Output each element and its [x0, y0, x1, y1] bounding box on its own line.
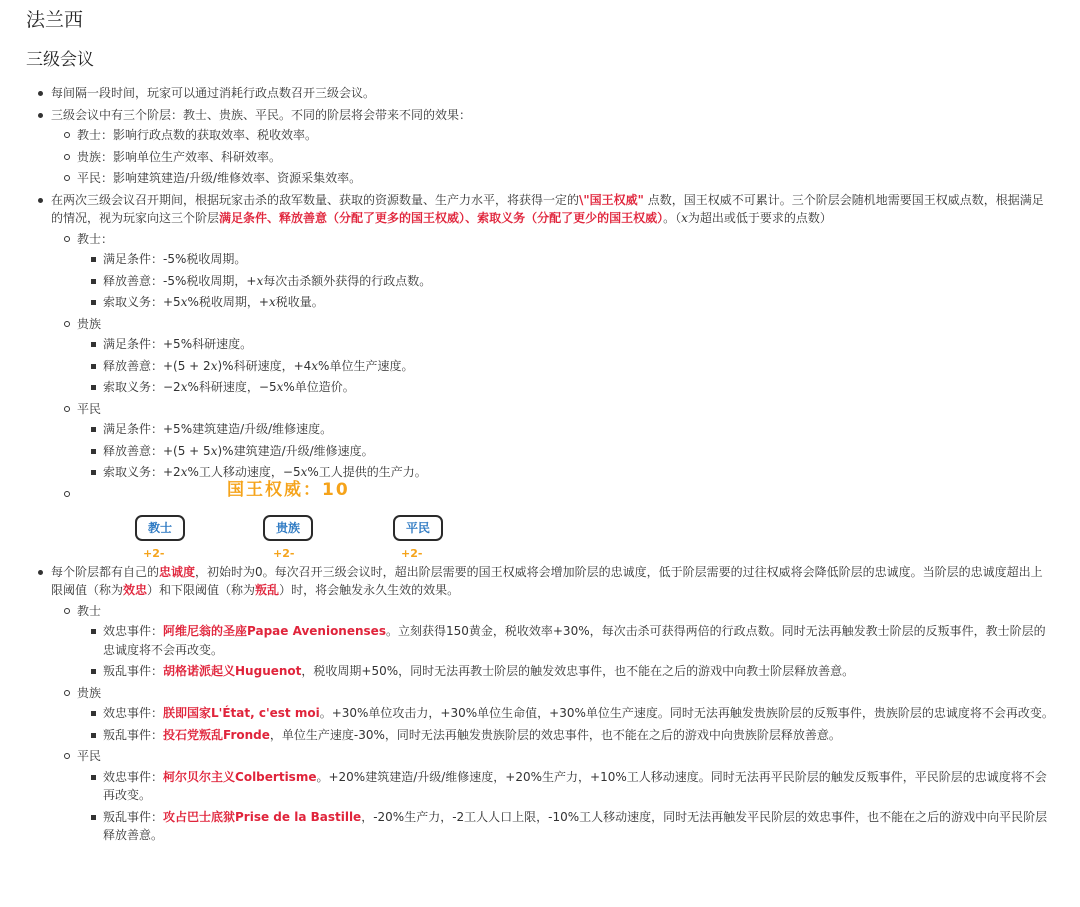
- diagram-item: [51, 479, 1054, 560]
- page-title: 法兰西: [26, 9, 84, 31]
- effect-item: 索取义务：+2x%工人移动速度，−5x%工人提供的生产力。: [77, 463, 1054, 482]
- estate-item-commoner: 平民 满足条件：+5%建筑建造/升级/维修速度。 释放善意：+(5 + 5x)%建筑建造/升级/维修速度。 索取义务：+2x%工人移动速度，−5x%工人提供的生产力。: [51, 400, 1054, 482]
- diagram-value-cleric: +2-: [143, 546, 165, 560]
- highlight-text: \"国王权威": [579, 192, 644, 207]
- event-item: 叛乱事件：投石党叛乱Fronde，单位生产速度-30%，同时无法再触发贵族阶层的效忠事件，也不能在之后的游戏中向贵族阶层释放善意。: [77, 726, 1054, 745]
- diagram-title: 国王权威：10: [227, 479, 350, 500]
- event-name: 阿维尼翁的圣座Papae Avenionenses: [163, 624, 386, 638]
- main-list: [26, 84, 1054, 845]
- highlight-text: 释放善意（分配了更多的国王权威）: [279, 211, 466, 225]
- event-name: 柯尔贝尔主义Colbertisme: [163, 769, 317, 784]
- sub-list: [51, 602, 1054, 845]
- effect-item: 释放善意：+(5 + 5x)%建筑建造/升级/维修速度。: [77, 442, 1054, 461]
- section-heading: 三级会议: [26, 50, 94, 70]
- sub-list: [51, 126, 1054, 188]
- event-name: 胡格诺派起义Huguenot: [163, 664, 302, 678]
- event-item: 效忠事件：柯尔贝尔主义Colbertisme。+20%建筑建造/升级/维修速度，+20%生产力，+10%工人移动速度。同时无法再平民阶层的触发反叛事件，平民阶层的忠诚度将不会再改变。: [77, 768, 1054, 805]
- effect-list: [77, 420, 1054, 482]
- diagram-value-noble: +2-: [273, 546, 295, 560]
- effect-item: 释放善意：-5%税收周期，+x每次击杀额外获得的行政点数。: [77, 272, 1054, 291]
- effect-list: [77, 335, 1054, 397]
- event-item: 叛乱事件：攻占巴士底狱Prise de la Bastille，-20%生产力，-2工人人口上限，-10%工人移动速度，同时无法再触发平民阶层的效忠事件，也不能在之后的游戏中向平民阶层释放善意。: [77, 808, 1054, 845]
- event-list: [77, 704, 1054, 744]
- list-item: 平民：影响建筑建造/升级/维修效率、资源采集效率。: [51, 169, 1054, 188]
- event-item: 叛乱事件：胡格诺派起义Huguenot，税收周期+50%，同时无法再教士阶层的触发效忠事件，也不能在之后的游戏中向教士阶层释放善意。: [77, 662, 1054, 681]
- diagram-box-cleric: 教士: [135, 515, 185, 541]
- estate-item-commoner: 平民 效忠事件：柯尔贝尔主义Colbertisme。+20%建筑建造/升级/维修速度，+20%生产力，+10%工人移动速度。同时无法再平民阶层的触发反叛事件，平民阶层的忠诚度将不会再改变。 叛乱事件：攻占巴士底狱Prise de la Bastille，-20%生产力，-2工人人口上限，-10%工人移动速度，同时无法再触发平民阶层的效忠事件，也不能在之后的游戏中向平民阶层释放善意。: [51, 747, 1054, 845]
- effect-item: 满足条件：+5%科研速度。: [77, 335, 1054, 354]
- effect-item: 索取义务：−2x%科研速度，−5x%单位造价。: [77, 378, 1054, 397]
- event-list: [77, 768, 1054, 845]
- list-item: 三级会议中有三个阶层：教士、贵族、平民。不同的阶层将会带来不同的效果： 教士：影响行政点数的获取效率、税收效率。 贵族：影响单位生产效率、科研效率。 平民：影响建筑建造/升级/维修效率、资源采集效率。: [26, 106, 1054, 188]
- event-list: [77, 622, 1054, 681]
- sub-list: [51, 230, 1054, 560]
- list-item: 每间隔一段时间，玩家可以通过消耗行政点数召开三级会议。: [26, 84, 1054, 103]
- authority-diagram: [51, 479, 1054, 560]
- highlight-text: 满足条件: [219, 211, 268, 225]
- effect-item: 释放善意：+(5 + 2x)%科研速度，+4x%单位生产速度。: [77, 357, 1054, 376]
- estate-item-cleric: 教士 效忠事件：阿维尼翁的圣座Papae Avenionenses。立刻获得150黄金，税收效率+30%，每次击杀可获得两倍的行政点数。同时无法再触发教士阶层的反叛事件，教士阶层的忠诚度将不会再改变。 叛乱事件：胡格诺派起义Huguenot，税收周期+50%，同时无法再教士阶层的触发效忠事件，也不能在之后的游戏中向教士阶层释放善意。: [51, 602, 1054, 681]
- list-item: 贵族：影响单位生产效率、科研效率。: [51, 148, 1054, 167]
- event-name: 投石党叛乱Fronde: [163, 727, 270, 742]
- estate-item-noble: 贵族 效忠事件：朕即国家L'État, c'est moi。+30%单位攻击力，+30%单位生命值，+30%单位生产速度。同时无法再触发贵族阶层的反叛事件，贵族阶层的忠诚度将不会再改变。 叛乱事件：投石党叛乱Fronde，单位生产速度-30%，同时无法再触发贵族阶层的效忠事件，也不能在之后的游戏中向贵族阶层释放善意。: [51, 684, 1054, 745]
- effect-item: 索取义务：+5x%税收周期，+x税收量。: [77, 293, 1054, 312]
- effect-item: 满足条件：-5%税收周期。: [77, 250, 1054, 269]
- highlight-text: 忠诚度: [159, 564, 196, 579]
- highlight-text: 效忠: [123, 583, 148, 597]
- diagram-value-commoner: +2-: [401, 546, 423, 560]
- event-item: 效忠事件：阿维尼翁的圣座Papae Avenionenses。立刻获得150黄金，税收效率+30%，每次击杀可获得两倍的行政点数。同时无法再触发教士阶层的反叛事件，教士阶层的忠诚度将不会再改变。: [77, 622, 1054, 659]
- highlight-text: 索取义务（分配了更少的国王权威）: [477, 211, 664, 225]
- list-item: 在两次三级会议召开期间，根据玩家击杀的敌军数量、获取的资源数量、生产力水平，将获得一定的\"国王权威" 点数，国王权威不可累计。三个阶层会随机地需要国王权威点数，根据满足的情况，视为玩家向这三个阶层满足条件、释放善意（分配了更多的国王权威）、索取义务（分配了更少的国王权威）。（x为超出或低于要求的点数） 教士： 满足条件：-5%税收周期。 释放善意：-5%税收周期，+x每次击杀额外获得的行政点数。 索取义务：+5x%税收周期，+x税收量。 贵族 满足条件：+5%科研速度。 释放善意：+(5 + 2x)%科研速度，+4x%单位生产速度。 索取义务：−2x%科研速度，−5x%单位造价。 平民 满足条件：+5%建筑建造/升级/维修速度。 释放善意：+(5 + 5x)%建筑建造/升级/维修速度。 索取义务：+2x%工人移动速度，−5x%工人提供的生产力。 国王权威：10 教士 +2- 贵族 +2- 平民 +2-: [26, 191, 1054, 560]
- effect-item: 满足条件：+5%建筑建造/升级/维修速度。: [77, 420, 1054, 439]
- event-name: 攻占巴士底狱Prise de la Bastille: [163, 809, 362, 824]
- effect-list: [77, 250, 1054, 312]
- list-item: 每个阶层都有自己的忠诚度，初始时为0。每次召开三级会议时，超出阶层需要的国王权威将会增加阶层的忠诚度，低于阶层需要的过往权威将会降低阶层的忠诚度。当阶层的忠诚度超出上限阈值（称为效忠）和下限阈值（称为叛乱）时，将会触发永久生效的效果。 教士 效忠事件：阿维尼翁的圣座Papae Avenionenses。立刻获得150黄金，税收效率+30%，每次击杀可获得两倍的行政点数。同时无法再触发教士阶层的反叛事件，教士阶层的忠诚度将不会再改变。 叛乱事件：胡格诺派起义Huguenot，税收周期+50%，同时无法再教士阶层的触发效忠事件，也不能在之后的游戏中向教士阶层释放善意。 贵族 效忠事件：朕即国家L'État, c'est moi。+30%单位攻击力，+30%单位生命值，+30%单位生产速度。同时无法再触发贵族阶层的反叛事件，贵族阶层的忠诚度将不会再改变。 叛乱事件：投石党叛乱Fronde，单位生产速度-30%，同时无法再触发贵族阶层的效忠事件，也不能在之后的游戏中向贵族阶层释放善意。 平民 效忠事件：柯尔贝尔主义Colbertisme。+20%建筑建造/升级/维修速度，+20%生产力，+10%工人移动速度。同时无法再平民阶层的触发反叛事件，平民阶层的忠诚度将不会再改变。 叛乱事件：攻占巴士底狱Prise de la Bastille，-20%生产力，-2工人人口上限，-10%工人移动速度，同时无法再触发平民阶层的效忠事件，也不能在之后的游戏中向平民阶层释放善意。: [26, 563, 1054, 845]
- estate-item-cleric: 教士： 满足条件：-5%税收周期。 释放善意：-5%税收周期，+x每次击杀额外获得的行政点数。 索取义务：+5x%税收周期，+x税收量。: [51, 230, 1054, 312]
- diagram-box-noble: 贵族: [263, 515, 313, 541]
- event-item: 效忠事件：朕即国家L'État, c'est moi。+30%单位攻击力，+30%单位生命值，+30%单位生产速度。同时无法再触发贵族阶层的反叛事件，贵族阶层的忠诚度将不会再改变。: [77, 704, 1054, 723]
- highlight-text: 叛乱: [255, 583, 280, 597]
- estate-item-noble: 贵族 满足条件：+5%科研速度。 释放善意：+(5 + 2x)%科研速度，+4x%单位生产速度。 索取义务：−2x%科研速度，−5x%单位造价。: [51, 315, 1054, 397]
- diagram-box-commoner: 平民: [393, 515, 443, 541]
- list-item: 教士：影响行政点数的获取效率、税收效率。: [51, 126, 1054, 145]
- event-name: 朕即国家L'État, c'est moi: [163, 706, 320, 720]
